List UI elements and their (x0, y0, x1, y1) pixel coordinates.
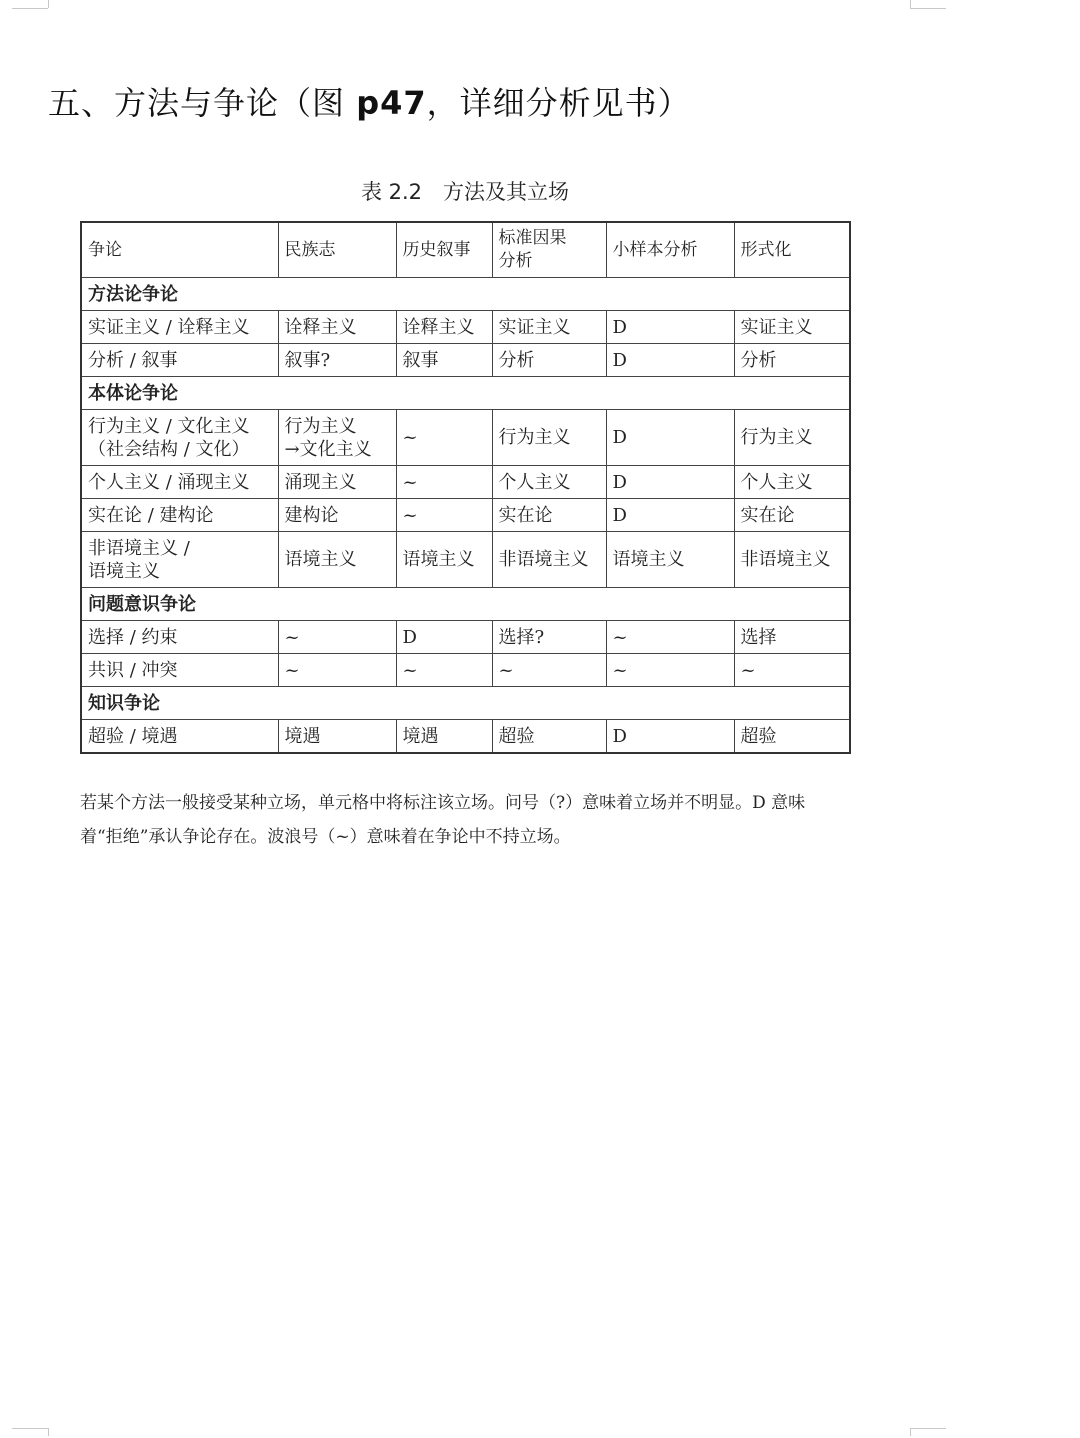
crop-mark (12, 1428, 48, 1429)
table-cell: 选择? (492, 621, 606, 654)
methods-table-body (81, 222, 850, 753)
table-cell: 实在论 (734, 499, 850, 532)
table-cell: 诠释主义 (278, 311, 396, 344)
table-row (81, 311, 850, 344)
heading-page-ref: p47 (356, 84, 427, 122)
section-title: 本体论争论 (81, 377, 850, 410)
table-cell: 语境主义 (278, 532, 396, 588)
table-cell: 实证主义 (492, 311, 606, 344)
table-cell: ~ (606, 621, 734, 654)
table-cell: 叙事? (278, 344, 396, 377)
table-cell: 语境主义 (606, 532, 734, 588)
table-cell: D (396, 621, 492, 654)
table-header-row (81, 222, 850, 278)
crop-mark (910, 1428, 946, 1429)
row-label: 实证主义 / 诠释主义 (81, 311, 278, 344)
row-label: 超验 / 境遇 (81, 720, 278, 754)
crop-mark (48, 1428, 49, 1436)
table-cell: D (606, 344, 734, 377)
table-cell: 实证主义 (734, 311, 850, 344)
table-footnote: 若某个方法一般接受某种立场，单元格中将标注该立场。问号（?）意味着立场并不明显。D 意味着“拒绝”承认争论存在。波浪号（~）意味着在争论中不持立场。 (80, 793, 806, 847)
table-cell: ~ (396, 466, 492, 499)
section-row (81, 588, 850, 621)
table-row (81, 344, 850, 377)
table-cell: 超验 (734, 720, 850, 754)
column-header: 历史叙事 (396, 222, 492, 278)
table-cell: 实在论 (492, 499, 606, 532)
table-cell: ~ (396, 499, 492, 532)
row-label: 实在论 / 建构论 (81, 499, 278, 532)
crop-mark (48, 0, 49, 8)
methods-table (80, 221, 851, 754)
table-cell: D (606, 499, 734, 532)
row-label: 分析 / 叙事 (81, 344, 278, 377)
table-row (81, 621, 850, 654)
table-cell: 分析 (492, 344, 606, 377)
row-label: 选择 / 约束 (81, 621, 278, 654)
table-cell: 个人主义 (734, 466, 850, 499)
table-cell: ~ (278, 621, 396, 654)
table-cell: 行为主义 →文化主义 (278, 410, 396, 466)
table-row (81, 499, 850, 532)
table-cell: 选择 (734, 621, 850, 654)
section-title: 方法论争论 (81, 278, 850, 311)
table-cell: 境遇 (278, 720, 396, 754)
column-header: 民族志 (278, 222, 396, 278)
row-label: 行为主义 / 文化主义 （社会结构 / 文化） (81, 410, 278, 466)
table-cell: D (606, 410, 734, 466)
table-cell: 语境主义 (396, 532, 492, 588)
table-cell: ~ (396, 654, 492, 687)
table-cell: D (606, 466, 734, 499)
row-label: 非语境主义 / 语境主义 (81, 532, 278, 588)
table-cell: ~ (396, 410, 492, 466)
row-label: 共识 / 冲突 (81, 654, 278, 687)
section-row (81, 278, 850, 311)
table-cell: ~ (606, 654, 734, 687)
table-cell: ~ (734, 654, 850, 687)
table-row (81, 410, 850, 466)
table-cell: 超验 (492, 720, 606, 754)
column-header: 标准因果 分析 (492, 222, 606, 278)
row-label: 个人主义 / 涌现主义 (81, 466, 278, 499)
table-caption: 表 2.2 方法及其立场 (360, 180, 570, 204)
table-cell: 建构论 (278, 499, 396, 532)
crop-mark (910, 1428, 911, 1436)
table-cell: 涌现主义 (278, 466, 396, 499)
table-cell: 个人主义 (492, 466, 606, 499)
crop-mark (12, 8, 48, 9)
table-cell: 叙事 (396, 344, 492, 377)
table-cell: ~ (278, 654, 396, 687)
heading-part: 五、方法与争论（图 (48, 84, 357, 122)
table-cell: 诠释主义 (396, 311, 492, 344)
column-header: 形式化 (734, 222, 850, 278)
table-cell: 非语境主义 (734, 532, 850, 588)
crop-mark (910, 8, 946, 9)
table-row (81, 532, 850, 588)
table-cell: ~ (492, 654, 606, 687)
page-heading (48, 78, 691, 124)
table-cell: D (606, 311, 734, 344)
section-title: 知识争论 (81, 687, 850, 720)
heading-part: ，详细分析见书） (426, 84, 691, 122)
section-row (81, 687, 850, 720)
table-cell: 行为主义 (492, 410, 606, 466)
table-cell: D (606, 720, 734, 754)
column-header: 争论 (81, 222, 278, 278)
crop-mark (910, 0, 911, 8)
table-cell: 分析 (734, 344, 850, 377)
table-row (81, 654, 850, 687)
table-cell: 行为主义 (734, 410, 850, 466)
table-cell: 境遇 (396, 720, 492, 754)
table-cell: 非语境主义 (492, 532, 606, 588)
table-row (81, 466, 850, 499)
table-row (81, 720, 850, 754)
column-header: 小样本分析 (606, 222, 734, 278)
section-title: 问题意识争论 (81, 588, 850, 621)
section-row (81, 377, 850, 410)
